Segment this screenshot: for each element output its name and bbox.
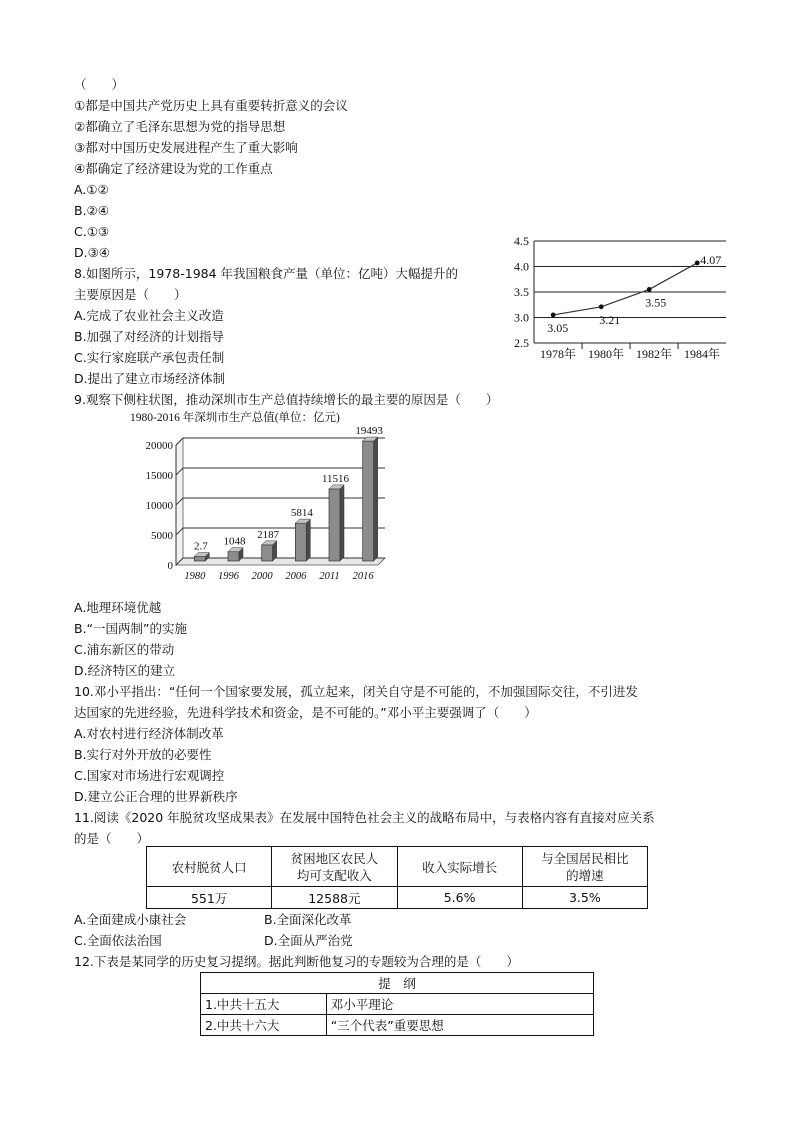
q7-paren: （ ） xyxy=(74,77,125,92)
table-cell: 邓小平理论 xyxy=(326,994,593,1015)
y-tick-label: 4.0 xyxy=(514,259,529,274)
y-tick-label: 2.5 xyxy=(514,336,529,350)
q9-choice-a: A.地理环境优越 xyxy=(74,600,162,615)
data-label: 4.07 xyxy=(700,252,722,267)
q9-choice-c: C.浦东新区的带动 xyxy=(74,642,175,657)
q11-choice-b: B.全面深化改革 xyxy=(264,912,352,927)
bar xyxy=(262,545,273,561)
x-tick-label: 1982年 xyxy=(635,347,673,361)
q8-choice-d: D.提出了建立市场经济体制 xyxy=(74,371,226,386)
table-header-row xyxy=(201,973,594,994)
data-label: 3.05 xyxy=(547,320,569,335)
q11-stem-line2: 的是（ ） xyxy=(74,831,150,846)
q7-choice-b: B.②④ xyxy=(74,203,109,218)
q7-option-4: ④都确定了经济建设为党的工作重点 xyxy=(74,161,273,176)
q7-choice-c: C.①③ xyxy=(74,224,110,239)
table-cell: “三个代表”重要思想 xyxy=(326,1015,593,1036)
y-tick-label: 4.5 xyxy=(514,234,529,248)
bar xyxy=(329,489,340,561)
q10-choice-a: A.对农村进行经济体制改革 xyxy=(74,726,224,741)
q12-stem: 12.下表是某同学的历史复习提纲。据此判断他复习的专题较为合理的是（ ） xyxy=(74,954,519,969)
q9-choice-d: D.经济特区的建立 xyxy=(74,663,176,678)
q11-stem-line1: 11.阅读《2020 年脱贫攻坚成果表》在发展中国特色社会主义的战略布局中，与表格内容有直接对应关系 xyxy=(74,810,655,825)
table-row xyxy=(147,887,648,909)
bar-side xyxy=(374,437,378,561)
q8-choice-b: B.加强了对经济的计划指导 xyxy=(74,329,225,344)
table-header-row xyxy=(147,847,648,887)
table-header-cell: 与全国居民相比 的增速 xyxy=(522,847,647,887)
q8-stem-line2: 主要原因是（ ） xyxy=(74,287,187,302)
table-header-cell: 收入实际增长 xyxy=(397,847,522,887)
data-label: 19493 xyxy=(355,425,383,438)
q9-stem: 9.观察下侧柱状图，推动深圳市生产总值持续增长的最主要的原因是（ ） xyxy=(74,392,499,407)
grain-output-line-chart xyxy=(498,232,734,364)
y-tick-label: 0 xyxy=(167,560,173,572)
x-tick-label: 1984年 xyxy=(683,347,721,361)
x-tick-label: 1996 xyxy=(218,571,239,582)
q7-option-3: ③都对中国历史发展进程产生了重大影响 xyxy=(74,140,298,155)
q7-option-2: ②都确立了毛泽东思想为党的指导思想 xyxy=(74,119,286,134)
q11-choice-a: A.全面建成小康社会 xyxy=(74,912,187,927)
q10-choice-b: B.实行对外开放的必要性 xyxy=(74,747,212,762)
table-row xyxy=(201,1015,594,1036)
series-line xyxy=(553,263,697,315)
bar-side xyxy=(306,519,310,561)
q10-choice-c: C.国家对市场进行宏观调控 xyxy=(74,768,225,783)
outline-title: 提 纲 xyxy=(201,973,594,994)
q9-choice-b: B.“一国两制”的实施 xyxy=(74,621,188,636)
q8-stem-line1: 8.如图所示，1978-1984 年我国粮食产量（单位：亿吨）大幅提升的 xyxy=(74,266,459,281)
data-label: 3.55 xyxy=(645,295,667,310)
table-cell: 3.5% xyxy=(522,887,647,909)
data-label: 2.7 xyxy=(193,540,208,553)
y-tick-label: 15000 xyxy=(145,470,173,482)
x-tick-label: 2006 xyxy=(285,571,307,582)
y-tick-label: 10000 xyxy=(145,500,173,512)
y-tick-label: 3.0 xyxy=(514,310,529,325)
x-tick-label: 2016 xyxy=(352,571,374,582)
x-tick-label: 1980年 xyxy=(587,347,625,361)
chart-title: 1980-2016 年深圳市生产总值(单位：亿元) xyxy=(130,412,340,424)
data-label: 11516 xyxy=(321,472,350,485)
q11-choice-d: D.全面从严治党 xyxy=(264,933,353,948)
x-tick-label: 2000 xyxy=(251,571,273,582)
q8-choice-c: C.实行家庭联产承包责任制 xyxy=(74,350,225,365)
table-cell: 12588元 xyxy=(272,887,397,909)
table-row xyxy=(201,994,594,1015)
bar xyxy=(295,523,306,561)
poverty-result-table xyxy=(146,846,648,909)
q10-stem-line1: 10.邓小平指出：“任何一个国家要发展，孤立起来，闭关自守是不可能的，不加强国际交往，不引进发 xyxy=(74,684,638,699)
table-cell: 2.中共十六大 xyxy=(201,1015,327,1036)
q7-choice-d: D.③④ xyxy=(74,245,111,260)
table-cell: 1.中共十五大 xyxy=(201,994,327,1015)
y-tick-label: 20000 xyxy=(145,440,173,452)
data-point xyxy=(695,261,700,266)
q10-choice-d: D.建立公正合理的世界新秩序 xyxy=(74,789,238,804)
x-tick-label: 1980 xyxy=(184,571,206,582)
bar xyxy=(194,557,205,562)
data-point xyxy=(551,313,556,318)
review-outline-table xyxy=(200,972,594,1036)
y-tick-label: 3.5 xyxy=(514,285,529,299)
data-label: 5814 xyxy=(290,507,313,520)
bar xyxy=(363,441,374,561)
bar xyxy=(228,552,239,561)
data-label: 3.21 xyxy=(599,312,621,327)
data-label: 2187 xyxy=(257,528,280,541)
q10-stem-line2: 达国家的先进经验，先进科学技术和资金，是不可能的。”邓小平主要强调了（ ） xyxy=(74,705,537,720)
data-point xyxy=(599,304,604,309)
data-point xyxy=(647,287,652,292)
shenzhen-gdp-bar-chart xyxy=(126,408,396,590)
table-cell: 551万 xyxy=(147,887,272,909)
data-label: 1048 xyxy=(223,535,246,548)
q7-option-1: ①都是中国共产党历史上具有重要转折意义的会议 xyxy=(74,98,348,113)
q7-choice-a: A.①② xyxy=(74,182,109,197)
q8-choice-a: A.完成了农业社会主义改造 xyxy=(74,308,224,323)
x-tick-label: 1978年 xyxy=(539,347,577,361)
x-tick-label: 2011 xyxy=(319,571,340,582)
table-header-cell: 农村脱贫人口 xyxy=(147,847,272,887)
table-header-cell: 贫困地区农民人 均可支配收入 xyxy=(272,847,397,887)
y-tick-label: 5000 xyxy=(151,530,173,542)
table-cell: 5.6% xyxy=(397,887,522,909)
bar-side xyxy=(340,485,344,561)
q11-choice-c: C.全面依法治国 xyxy=(74,933,162,948)
